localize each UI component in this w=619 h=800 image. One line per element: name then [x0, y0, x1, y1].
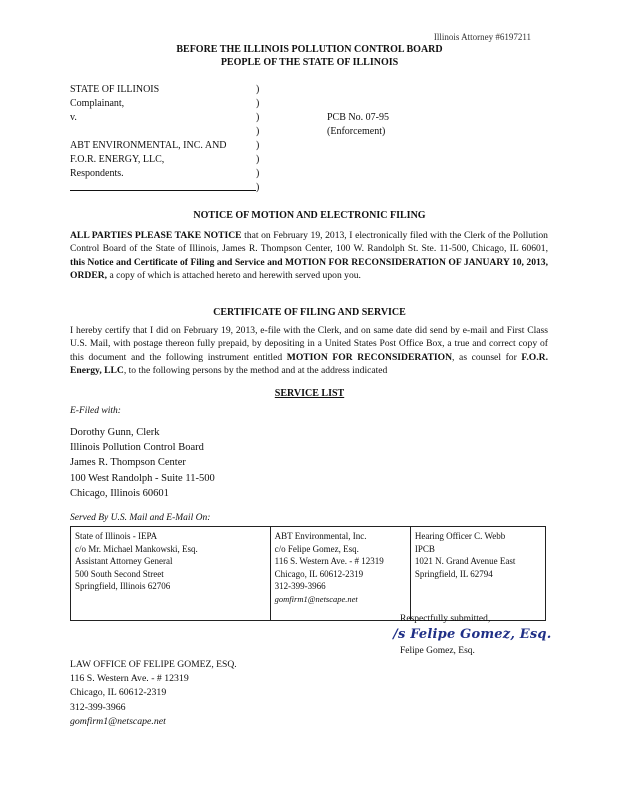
- recipient-line: c/o Felipe Gomez, Esq.: [274, 543, 359, 554]
- caption-paren: ): [256, 168, 260, 179]
- efiled-label: E-Filed with:: [70, 406, 121, 416]
- certificate-doc-title: MOTION FOR RECONSIDERATION: [286, 351, 453, 363]
- notice-lead: ALL PARTIES PLEASE TAKE NOTICE: [70, 230, 242, 241]
- recipient-line: ABT Environmental, Inc.: [274, 531, 367, 541]
- clerk-line: 100 West Randolph - Suite 11-500: [70, 472, 215, 484]
- caption-paren: ): [256, 126, 260, 137]
- served-label: Served By U.S. Mail and E-Mail On:: [70, 513, 211, 523]
- address-line: 116 S. Western Ave. - # 12319: [70, 673, 189, 685]
- service-table: [70, 526, 546, 621]
- clerk-line: Chicago, Illinois 60601: [70, 487, 169, 499]
- law-office-address: [70, 658, 237, 729]
- phone-number: 312-399-3966: [70, 701, 126, 713]
- recipient-line: Springfield, Illinois 62706: [75, 581, 171, 592]
- certificate-paragraph: [70, 324, 548, 377]
- notice-paragraph: [70, 229, 548, 282]
- case-number: PCB No. 07-95: [327, 112, 389, 123]
- service-recipient-abt: [270, 527, 410, 621]
- court-heading: BEFORE THE ILLINOIS POLLUTION CONTROL BOARD: [176, 44, 443, 55]
- caption-divider: [70, 190, 256, 191]
- caption-paren: ): [256, 182, 260, 193]
- email-address: gomfirm1@netscape.net: [70, 715, 166, 727]
- certificate-text-1: I hereby certify that I did on February 19, 2013, e-file with the Clerk, and on same date did send by e-mail and First Class U.S. Mail, with postage thereon fully prepaid, by depositing in a United States Post Office Box, a true and correct copy of this document and the following instrument entitled: [70, 325, 548, 363]
- certificate-party: F.O.R. Energy, LLC: [70, 351, 548, 376]
- caption-respondent-2: F.O.R. ENERGY, LLC,: [70, 154, 165, 165]
- law-office-name: LAW OFFICE OF FELIPE GOMEZ, ESQ.: [70, 659, 237, 670]
- certificate-text-3: , to the following persons by the method and at the address indicated: [123, 364, 388, 376]
- respectfully-submitted: Respectfully submitted,: [400, 614, 491, 624]
- caption-party-state: STATE OF ILLINOIS: [70, 84, 160, 95]
- recipient-line: 1021 N. Grand Avenue East: [414, 556, 516, 567]
- recipient-line: 500 South Second Street: [75, 568, 164, 579]
- recipient-line: c/o Mr. Michael Mankowski, Esq.: [75, 543, 198, 554]
- caption-paren: ): [256, 154, 260, 165]
- signature: /s Felipe Gomez, Esq.: [393, 627, 552, 642]
- caption-respondent-1: ABT ENVIRONMENTAL, INC. AND: [70, 140, 227, 151]
- recipient-line: Springfield, IL 62794: [414, 568, 493, 579]
- service-recipient-iepa: [71, 527, 271, 621]
- caption-versus: v.: [70, 112, 77, 123]
- notice-text-1: that on February 19, 2013, I electronically filed with the Clerk of the Pollution Control Board of the State of Illinois, James R. Thompson Center, 100 W. Randolph St. Ste. 11-500, Chicago, IL 60601,: [70, 230, 548, 255]
- address-line: Chicago, IL 60612-2319: [70, 687, 167, 699]
- caption-paren: ): [256, 98, 260, 109]
- certificate-text-2: , as counsel for: [452, 351, 522, 363]
- caption-paren: ): [256, 140, 260, 151]
- signer-name: Felipe Gomez, Esq.: [400, 646, 475, 656]
- caption-respondents: Respondents.: [70, 168, 124, 179]
- service-recipient-hearing-officer: [410, 527, 545, 621]
- case-type: (Enforcement): [327, 126, 386, 137]
- notice-text-3: a copy of which is attached hereto and herewith served upon you.: [107, 269, 361, 281]
- certificate-title: CERTIFICATE OF FILING AND SERVICE: [213, 307, 406, 318]
- recipient-line: 116 S. Western Ave. - # 12319: [274, 556, 384, 567]
- table-row: [71, 527, 546, 621]
- clerk-line: Illinois Pollution Control Board: [70, 442, 204, 454]
- notice-title: NOTICE OF MOTION AND ELECTRONIC FILING: [193, 210, 426, 221]
- clerk-line: Dorothy Gunn, Clerk: [70, 427, 160, 438]
- caption-paren: ): [256, 84, 260, 95]
- recipient-line: Chicago, IL 60612-2319: [274, 568, 364, 579]
- service-list-title: SERVICE LIST: [274, 388, 345, 399]
- notice-text-2: this Notice and Certificate of Filing and Service and MOTION FOR RECONSIDERATION OF JANUARY 10, 2013, ORDER,: [70, 256, 548, 281]
- recipient-line: Assistant Attorney General: [75, 556, 173, 567]
- clerk-address: [70, 425, 215, 501]
- attorney-number: Illinois Attorney #6197211: [433, 32, 531, 42]
- clerk-line: James R. Thompson Center: [70, 457, 186, 469]
- recipient-line: Hearing Officer C. Webb: [414, 531, 506, 541]
- caption-paren: ): [256, 112, 260, 123]
- people-heading: PEOPLE OF THE STATE OF ILLINOIS: [220, 57, 399, 68]
- recipient-email: gomfirm1@netscape.net: [274, 593, 358, 604]
- recipient-line: 312-399-3966: [274, 581, 326, 592]
- caption-complainant: Complainant,: [70, 98, 125, 109]
- recipient-line: State of Illinois - IEPA: [75, 531, 158, 541]
- recipient-line: IPCB: [414, 543, 435, 554]
